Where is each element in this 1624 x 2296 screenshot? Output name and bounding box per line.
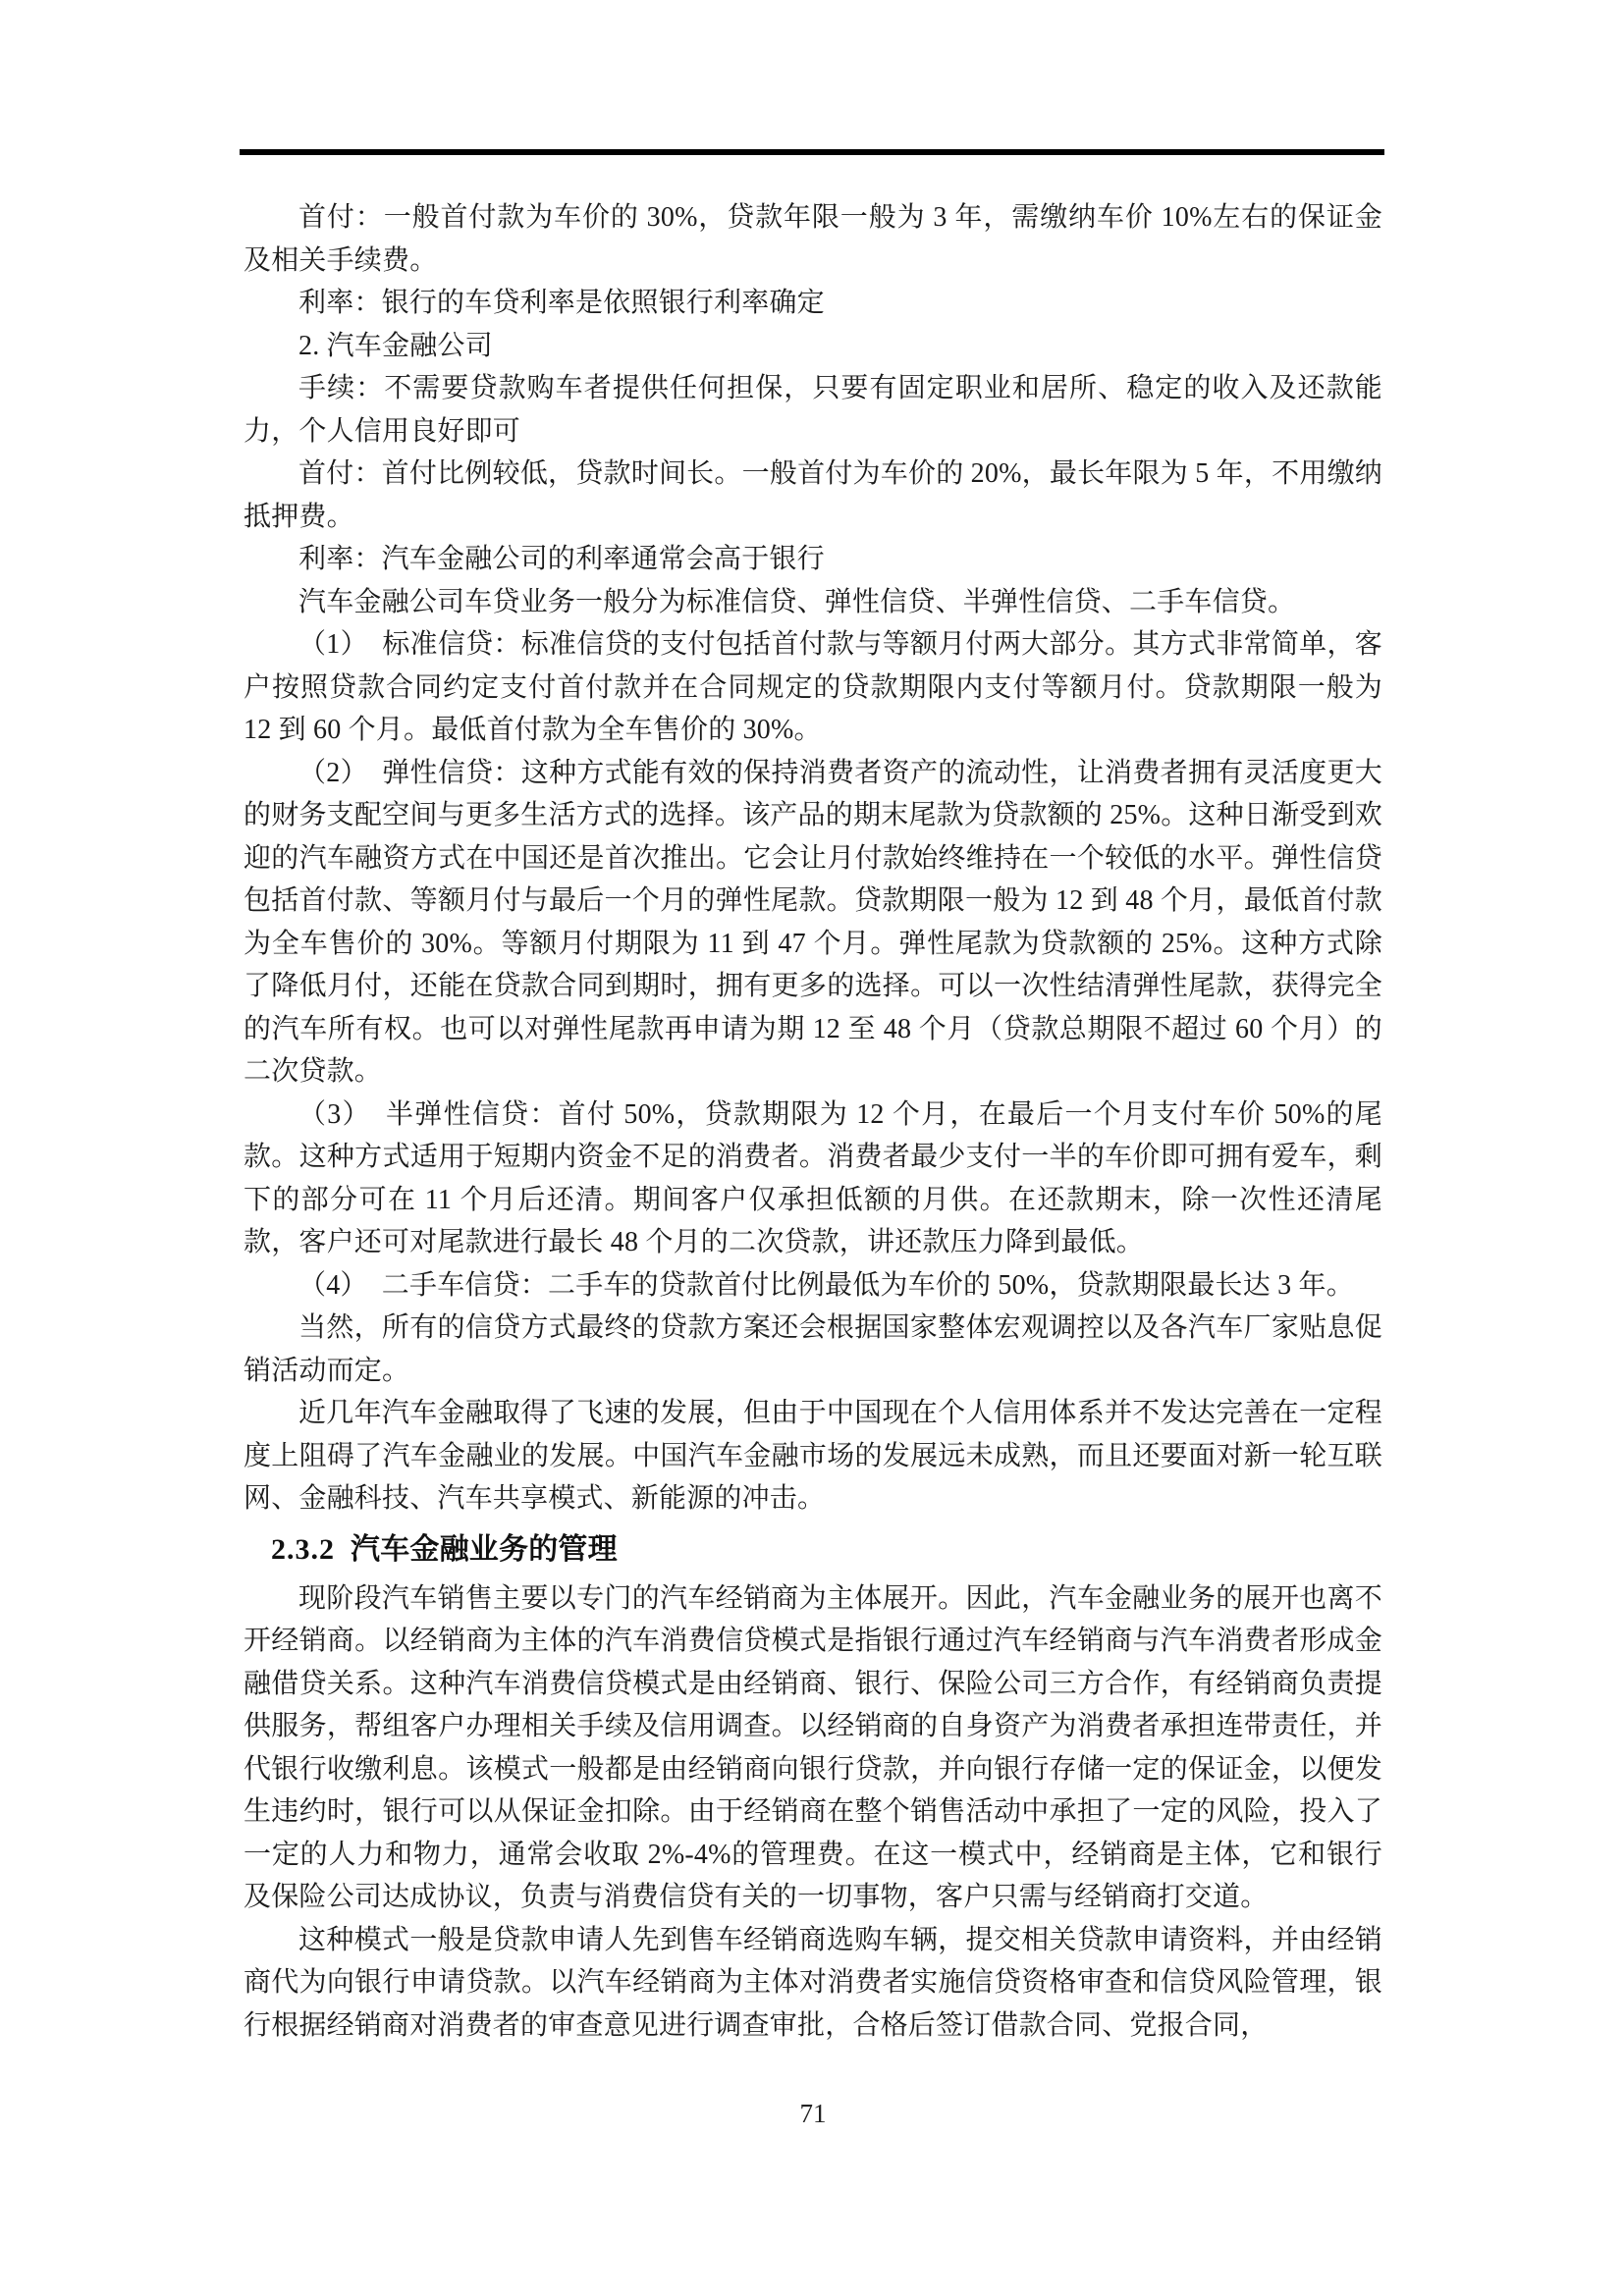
body-paragraph: 首付：首付比例较低，贷款时间长。一般首付为车价的 20%，最长年限为 5 年，不用缴纳抵押费。 <box>244 458 1382 532</box>
body-paragraph: 手续：不需要贷款购车者提供任何担保，只要有固定职业和居所、稳定的收入及还款能力，个人信用良好即可 <box>244 373 1382 447</box>
body-paragraph: （4） 二手车信贷：二手车的贷款首付比例最低为车价的 50%，贷款期限最长达 3 年。 <box>298 1269 1354 1301</box>
header-rule <box>240 149 1384 155</box>
body-paragraph: （1） 标准信贷：标准信贷的支付包括首付款与等额月付两大部分。其方式非常简单，客户按照贷款合同约定支付首付款并在合同规定的贷款期限内支付等额月付。贷款期限一般为 12 到 60 个月。最低首付款为全车售价的 30%。 <box>244 629 1382 745</box>
body-paragraph: 当然，所有的信贷方式最终的贷款方案还会根据国家整体宏观调控以及各汽车厂家贴息促销活动而定。 <box>244 1312 1382 1386</box>
body-paragraph: 汽车金融公司车贷业务一般分为标准信贷、弹性信贷、半弹性信贷、二手车信贷。 <box>298 586 1296 617</box>
body-paragraph: 现阶段汽车销售主要以专门的汽车经销商为主体展开。因此，汽车金融业务的展开也离不开经销商。以经销商为主体的汽车消费信贷模式是指银行通过汽车经销商与汽车消费者形成金融借贷关系。这种汽车消费信贷模式是由经销商、银行、保险公司三方合作，有经销商负责提供服务，帮组客户办理相关手续及信用调查。以经销商的自身资产为消费者承担连带责任，并代银行收缴利息。该模式一般都是由经销商向银行贷款，并向银行存储一定的保证金，以便发生违约时，银行可以从保证金扣除。由于经销商在整个销售活动中承担了一定的风险，投入了一定的人力和物力，通常会收取 2%-4%的管理费。在这一模式中，经销商是主体，它和银行及保险公司达成协议，负责与消费信贷有关的一切事物，客户只需与经销商打交道。 <box>244 1582 1382 1912</box>
body-paragraph: 利率：汽车金融公司的利率通常会高于银行 <box>298 544 825 574</box>
section-heading-2-3-2 <box>271 1528 1382 1572</box>
page-number: 71 <box>799 2099 827 2128</box>
body-paragraph: 2. 汽车金融公司 <box>298 330 493 361</box>
body-paragraph: 这种模式一般是贷款申请人先到售车经销商选购车辆，提交相关贷款申请资料，并由经销商代为向银行申请贷款。以汽车经销商为主体对消费者实施信贷资格审查和信贷风险管理，银行根据经销商对消费者的审查意见进行调查审批，合格后签订借款合同、党报合同， <box>244 1924 1382 2041</box>
document-body <box>244 196 1382 2047</box>
body-paragraph: 近几年汽车金融取得了飞速的发展，但由于中国现在个人信用体系并不发达完善在一定程度上阻碍了汽车金融业的发展。中国汽车金融市场的发展远未成熟，而且还要面对新一轮互联网、金融科技、汽车共享模式、新能源的冲击。 <box>244 1398 1382 1514</box>
body-paragraph: 首付：一般首付款为车价的 30%，贷款年限一般为 3 年，需缴纳车价 10%左右的保证金及相关手续费。 <box>244 202 1382 276</box>
body-paragraph: （2） 弹性信贷：这种方式能有效的保持消费者资产的流动性，让消费者拥有灵活度更大的财务支配空间与更多生活方式的选择。该产品的期末尾款为贷款额的 25%。这种日渐受到欢迎的汽车融资方式在中国还是首次推出。它会让月付款始终维持在一个较低的水平。弹性信贷包括首付款、等额月付与最后一个月的弹性尾款。贷款期限一般为 12 到 48 个月，最低首付款为全车售价的 30%。等额月付期限为 11 到 47 个月。弹性尾款为贷款额的 25%。这种方式除了降低月付，还能在贷款合同到期时，拥有更多的选择。可以一次性结清弹性尾款，获得完全的汽车所有权。也可以对弹性尾款再申请为期 12 至 48 个月（贷款总期限不超过 60 个月）的二次贷款。 <box>244 757 1382 1087</box>
body-paragraph: 利率：银行的车贷利率是依照银行利率确定 <box>298 288 825 318</box>
section-heading-title: 汽车金融业务的管理 <box>351 1532 618 1566</box>
section-heading-number: 2.3.2 <box>271 1532 335 1566</box>
body-paragraph: （3） 半弹性信贷：首付 50%，贷款期限为 12 个月，在最后一个月支付车价 50%的尾款。这种方式适用于短期内资金不足的消费者。消费者最少支付一半的车价即可拥有爱车，剩下的部分可在 11 个月后还清。期间客户仅承担低额的月供。在还款期末，除一次性还清尾款，客户还可对尾款进行最长 48 个月的二次贷款，讲还款压力降到最低。 <box>244 1098 1382 1257</box>
